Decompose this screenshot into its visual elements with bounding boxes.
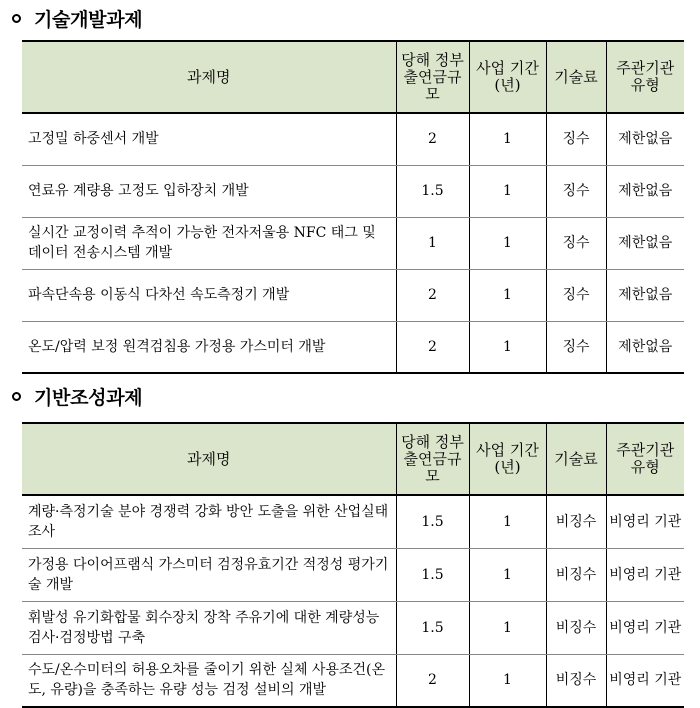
period-value: 1 bbox=[469, 548, 546, 601]
tech-dev-table bbox=[22, 40, 684, 374]
header-project-name: 과제명 bbox=[22, 41, 396, 113]
project-name: 수도/온수미터의 허용오차를 줄이기 위한 실체 사용조건(온도, 유량)을 충족하는 유량 성능 검정 설비의 개발 bbox=[22, 654, 396, 707]
org-type-value: 비영리 기관 bbox=[606, 548, 684, 601]
fee-value: 비징수 bbox=[546, 548, 606, 601]
header-period: 사업 기간(년) bbox=[469, 423, 546, 495]
circle-bullet-icon bbox=[12, 14, 21, 23]
org-type-value: 비영리 기관 bbox=[606, 495, 684, 548]
project-name: 가정용 다이어프램식 가스미터 검정유효기간 적정성 평가기술 개발 bbox=[22, 548, 396, 601]
project-name: 고정밀 하중센서 개발 bbox=[22, 113, 396, 165]
project-name: 온도/압력 보정 원격검침용 가정용 가스미터 개발 bbox=[22, 321, 396, 373]
project-name: 휘발성 유기화합물 회수장치 장착 주유기에 대한 계량성능 검사·검정방법 구축 bbox=[22, 601, 396, 654]
period-value: 1 bbox=[469, 269, 546, 321]
period-value: 1 bbox=[469, 495, 546, 548]
period-value: 1 bbox=[469, 601, 546, 654]
budget-value: 1.5 bbox=[396, 601, 469, 654]
period-value: 1 bbox=[469, 113, 546, 165]
org-type-value: 비영리 기관 bbox=[606, 601, 684, 654]
section-title: 기반조성과제 bbox=[34, 386, 143, 409]
header-period: 사업 기간(년) bbox=[469, 41, 546, 113]
fee-value: 비징수 bbox=[546, 654, 606, 707]
project-name: 계량·측정기술 분야 경쟁력 강화 방안 도출을 위한 산업실태조사 bbox=[22, 495, 396, 548]
budget-value: 1.5 bbox=[396, 548, 469, 601]
budget-value: 2 bbox=[396, 269, 469, 321]
fee-value: 징수 bbox=[546, 269, 606, 321]
table-row bbox=[22, 654, 684, 707]
project-name: 파속단속용 이동식 다차선 속도측정기 개발 bbox=[22, 269, 396, 321]
section-title: 기술개발과제 bbox=[34, 8, 143, 31]
budget-value: 2 bbox=[396, 654, 469, 707]
table-row bbox=[22, 548, 684, 601]
section-heading-tech-dev bbox=[12, 5, 142, 31]
project-name: 연료유 계량용 고정도 입하장치 개발 bbox=[22, 165, 396, 217]
period-value: 1 bbox=[469, 165, 546, 217]
header-budget: 당해 정부 출연금규모 bbox=[396, 41, 469, 113]
project-name: 실시간 교정이력 추적이 가능한 전자저울용 NFC 태그 및 데이터 전송시스템 개발 bbox=[22, 217, 396, 269]
budget-value: 1.5 bbox=[396, 495, 469, 548]
header-fee: 기술료 bbox=[546, 41, 606, 113]
org-type-value: 제한없음 bbox=[606, 217, 684, 269]
header-org-type: 주관기관 유형 bbox=[606, 423, 684, 495]
table-row bbox=[22, 217, 684, 269]
org-type-value: 제한없음 bbox=[606, 269, 684, 321]
fee-value: 징수 bbox=[546, 165, 606, 217]
table-row bbox=[22, 495, 684, 548]
fee-value: 징수 bbox=[546, 321, 606, 373]
period-value: 1 bbox=[469, 217, 546, 269]
table-row bbox=[22, 113, 684, 165]
header-budget: 당해 정부 출연금규모 bbox=[396, 423, 469, 495]
table-row bbox=[22, 321, 684, 373]
table-row bbox=[22, 601, 684, 654]
org-type-value: 제한없음 bbox=[606, 113, 684, 165]
table-header-row bbox=[22, 41, 684, 113]
fee-value: 징수 bbox=[546, 217, 606, 269]
header-fee: 기술료 bbox=[546, 423, 606, 495]
fee-value: 비징수 bbox=[546, 495, 606, 548]
period-value: 1 bbox=[469, 321, 546, 373]
org-type-value: 제한없음 bbox=[606, 321, 684, 373]
table-header-row bbox=[22, 423, 684, 495]
table-row bbox=[22, 165, 684, 217]
fee-value: 비징수 bbox=[546, 601, 606, 654]
budget-value: 1 bbox=[396, 217, 469, 269]
fee-value: 징수 bbox=[546, 113, 606, 165]
period-value: 1 bbox=[469, 654, 546, 707]
table-row bbox=[22, 269, 684, 321]
budget-value: 2 bbox=[396, 321, 469, 373]
section-heading-infra bbox=[12, 383, 142, 409]
org-type-value: 비영리 기관 bbox=[606, 654, 684, 707]
org-type-value: 제한없음 bbox=[606, 165, 684, 217]
header-org-type: 주관기관 유형 bbox=[606, 41, 684, 113]
budget-value: 2 bbox=[396, 113, 469, 165]
infra-table bbox=[22, 422, 684, 708]
circle-bullet-icon bbox=[12, 392, 21, 401]
header-project-name: 과제명 bbox=[22, 423, 396, 495]
budget-value: 1.5 bbox=[396, 165, 469, 217]
